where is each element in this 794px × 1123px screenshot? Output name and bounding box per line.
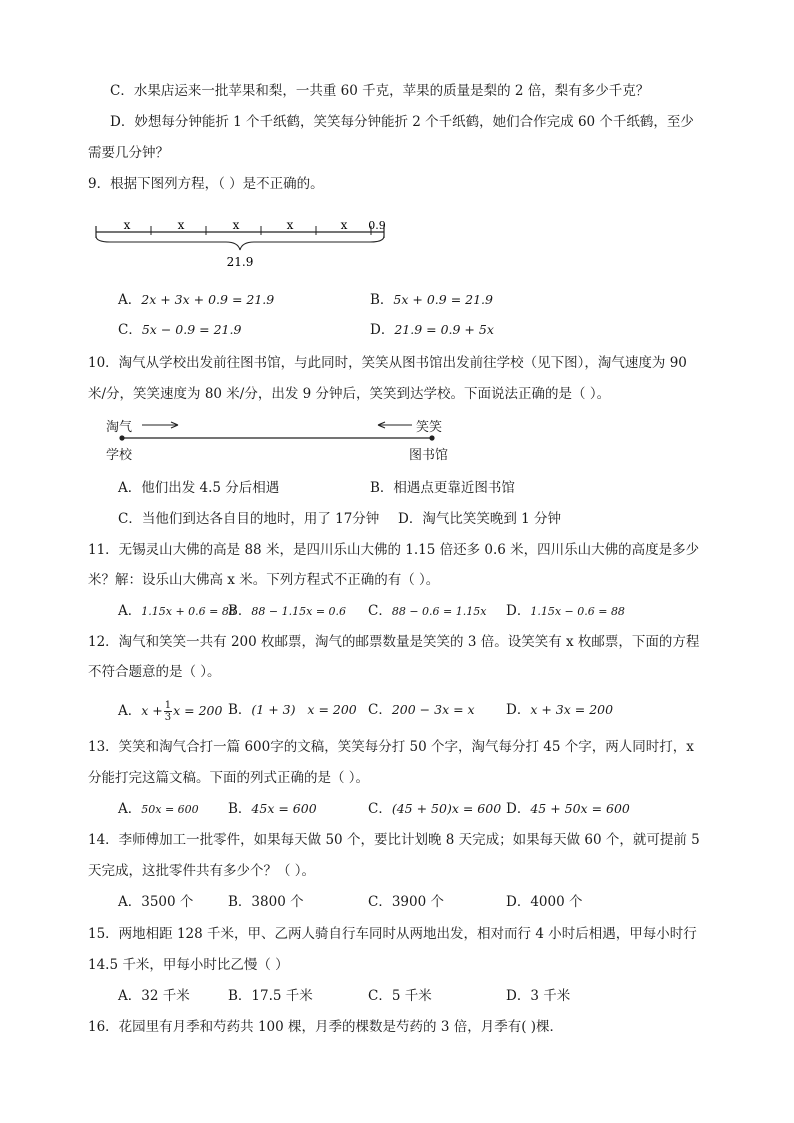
q9-option-b-letter: B． <box>370 292 394 308</box>
q12-option-a[interactable] <box>118 700 222 723</box>
q11-option-b-eq: 88 − 1.15x = 0.6 <box>251 605 347 618</box>
q9-tail-label: 0.9 <box>368 219 386 232</box>
q9-option-a-eq: 2x + 3x + 0.9 = 21.9 <box>141 292 275 307</box>
q11-option-d[interactable] <box>506 601 625 622</box>
q11-option-b[interactable] <box>228 601 346 622</box>
q10-route-diagram <box>110 415 443 447</box>
q11-option-a-eq: 1.15x + 0.6 = 88 <box>141 605 236 618</box>
q12-option-d[interactable] <box>506 700 613 720</box>
q9-option-c[interactable] <box>118 320 241 340</box>
q14-stem-line2: 天完成，这批零件共有多少个？（ ）。 <box>88 863 316 879</box>
q8-option-d-line2: 需要几分钟？ <box>88 145 169 161</box>
q11-option-a-letter: A． <box>118 603 142 619</box>
q12-stem-line1: 12．淘气和笑笑一共有 200 枚邮票，淘气的邮票数量是笑笑的 3 倍。设笑笑有 x 枚邮票，下面的方程 <box>88 634 700 650</box>
q9-option-c-letter: C． <box>118 322 142 338</box>
q10-stem-line1: 10．淘气从学校出发前往图书馆，与此同时，笑笑从图书馆出发前往学校（见下图），淘气速度为 90 <box>88 355 687 371</box>
q9-segment-diagram <box>90 210 390 270</box>
q12-option-a-fraction <box>164 700 172 723</box>
q9-seg-label-5: x <box>340 218 348 232</box>
q11-option-d-letter: D． <box>506 603 531 619</box>
q15-option-c[interactable]: C．5 千米 <box>368 988 432 1004</box>
q10-option-a[interactable]: A．他们出发 4.5 分后相遇 <box>118 480 280 496</box>
q10-stem-line2: 米/分，笑笑速度为 80 米/分，出发 9 分钟后，笑笑到达学校。下面说法正确的是（ ）。 <box>88 386 611 402</box>
q13-option-a-eq: 50x = 600 <box>141 803 199 816</box>
q9-option-d-eq: 21.9 = 0.9 + 5x <box>394 322 494 337</box>
q12-option-a-pre: x + <box>141 703 163 718</box>
q13-option-b[interactable] <box>228 799 317 819</box>
q11-option-c-eq: 88 − 0.6 = 1.15x <box>391 605 487 618</box>
q15-stem-line1: 15．两地相距 128 千米，甲、乙两人骑自行车同时从两地出发，相对而行 4 小时后相遇，甲每小时行 <box>88 926 697 942</box>
q9-option-b[interactable] <box>370 290 493 310</box>
q9-total-label: 21.9 <box>226 255 254 269</box>
q13-option-b-eq: 45x = 600 <box>251 801 317 816</box>
q11-option-c[interactable] <box>368 601 486 622</box>
q11-option-d-eq: 1.15x − 0.6 = 88 <box>530 605 625 618</box>
q14-option-b[interactable]: B．3800 个 <box>228 894 304 910</box>
q10-option-d[interactable]: D．淘气比笑笑晚到 1 分钟 <box>398 511 561 527</box>
q13-option-a-letter: A． <box>118 801 142 817</box>
q13-option-b-letter: B． <box>228 801 252 817</box>
q12-stem-line2: 不符合题意的是（ ）。 <box>88 664 221 680</box>
q14-stem-line1: 14．李师傅加工一批零件，如果每天做 50 个，要比计划晚 8 天完成；如果每天做 60 个，就可提前 5 <box>88 832 700 848</box>
q13-stem-line1: 13．笑笑和淘气合打一篇 600字的文稿，笑笑每分打 50 个字，淘气每分打 45 个字，两人同时打，x <box>88 739 694 755</box>
q15-option-d[interactable]: D．3 千米 <box>506 988 571 1004</box>
q9-stem: 9．根据下图列方程，（ ）是不正确的。 <box>88 176 324 192</box>
q9-option-d[interactable] <box>370 320 494 340</box>
q11-option-b-letter: B． <box>228 603 252 619</box>
q10-left-place: 学校 <box>106 448 133 463</box>
q14-option-c[interactable]: C．3900 个 <box>368 894 444 910</box>
q11-option-c-letter: C． <box>368 603 392 619</box>
q10-library-dot <box>429 435 434 440</box>
q10-option-b[interactable]: B．相遇点更靠近图书馆 <box>370 480 515 496</box>
q14-option-a[interactable]: A．3500 个 <box>118 894 194 910</box>
q15-stem-line2: 14.5 千米，甲每小时比乙慢（ ） <box>88 957 289 973</box>
q10-left-person: 淘气 <box>106 420 133 435</box>
q9-total-brace <box>96 236 384 250</box>
q9-option-c-eq: 5x − 0.9 = 21.9 <box>141 322 242 337</box>
q12-option-b-letter: B． <box>228 702 252 718</box>
q9-option-d-letter: D． <box>370 322 395 338</box>
q15-option-b[interactable]: B．17.5 千米 <box>228 988 313 1004</box>
q9-seg-label-3: x <box>232 218 240 232</box>
q12-option-d-eq: x + 3x = 200 <box>530 702 614 717</box>
q13-option-c-eq: (45 + 50)x = 600 <box>391 801 502 816</box>
q9-option-a[interactable] <box>118 290 274 310</box>
q11-stem-line1: 11．无锡灵山大佛的高是 88 米，是四川乐山大佛的 1.15 倍还多 0.6 米，四川乐山大佛的高度是多少 <box>88 542 700 558</box>
q10-right-place: 图书馆 <box>409 448 449 463</box>
q14-option-d[interactable]: D．4000 个 <box>506 894 583 910</box>
q9-option-b-eq: 5x + 0.9 = 21.9 <box>393 292 493 307</box>
q13-option-c-letter: C． <box>368 801 392 817</box>
q10-school-dot <box>119 435 124 440</box>
q15-option-a[interactable]: A．32 千米 <box>118 988 190 1004</box>
q12-option-b[interactable] <box>228 700 357 720</box>
q16-stem: 16．花园里有月季和芍药共 100 棵，月季的棵数是芍药的 3 倍，月季有( )棵． <box>88 1019 564 1035</box>
q13-option-d-letter: D． <box>506 801 531 817</box>
q13-stem-line2: 分能打完这篇文稿。下面的列式正确的是（ ）。 <box>88 770 370 786</box>
q12-option-b-eq: (1 + 3) x = 200 <box>251 702 357 717</box>
q9-option-a-letter: A． <box>118 292 142 308</box>
q11-option-a[interactable] <box>118 601 236 622</box>
q12-option-c-eq: 200 − 3x = x <box>391 702 475 717</box>
q8-option-d-line1: D．妙想每分钟能折 1 个千纸鹤，笑笑每分钟能折 2 个千纸鹤，她们合作完成 60 个千纸鹤，至少 <box>110 114 694 130</box>
q12-option-c-letter: C． <box>368 702 392 718</box>
q9-seg-label-1: x <box>123 218 131 232</box>
q13-option-a[interactable] <box>118 799 199 820</box>
q8-option-c: C．水果店运来一批苹果和梨，一共重 60 千克，苹果的质量是梨的 2 倍，梨有多少千克？ <box>110 83 650 99</box>
q13-option-d[interactable] <box>506 799 630 819</box>
q11-stem-line2: 米？解：设乐山大佛高 x 米。下列方程式不正确的有（ ）。 <box>88 572 440 588</box>
q12-fraction-numerator: 1 <box>164 700 172 711</box>
q10-option-c[interactable]: C．当他们到达各自目的地时，用了 17分钟 <box>118 511 380 527</box>
q9-seg-label-2: x <box>177 218 185 232</box>
q9-seg-label-4: x <box>286 218 294 232</box>
q13-option-c[interactable] <box>368 799 501 819</box>
q12-option-a-post: x = 200 <box>173 703 223 718</box>
q12-option-c[interactable] <box>368 700 475 720</box>
q13-option-d-eq: 45 + 50x = 600 <box>530 801 630 816</box>
q10-right-person: 笑笑 <box>416 420 443 435</box>
q12-fraction-denominator: 3 <box>164 712 172 723</box>
q12-option-a-letter: A． <box>118 703 142 719</box>
q12-option-d-letter: D． <box>506 702 531 718</box>
